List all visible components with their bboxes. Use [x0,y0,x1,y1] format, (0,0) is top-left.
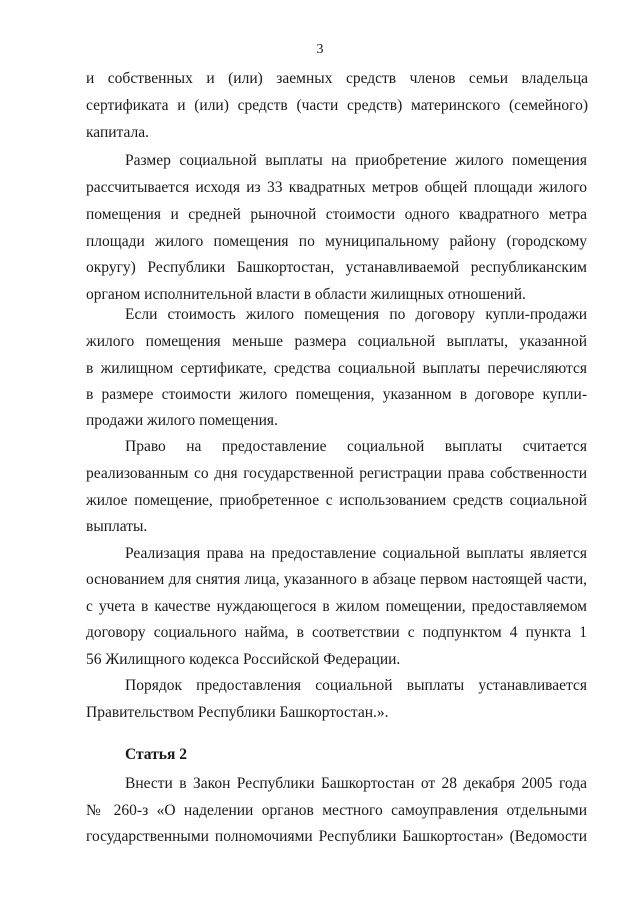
text-line: № 260-з «О наделении органов местного самоуправления отдельными [86,802,587,819]
text-line: сертификата и (или) средств (части средств) материнского (семейного) [86,97,588,114]
text-line: площади жилого помещения по муниципальному району (городскому [86,233,587,250]
text-line: и собственных и (или) заемных средств членов семьи владельца [86,70,588,87]
text-line: Размер социальной выплаты на приобретение жилого помещения [125,152,587,169]
text-line: договору социального найма, в соответствии с подпунктом 4 пункта 1 [86,624,587,641]
text-line: Если стоимость жилого помещения по договору купли-продажи [125,306,587,323]
text-line: жилого помещения меньше размера социальной выплаты, указанной [86,333,587,350]
text-line: государственными полномочиями Республики Башкортостан» (Ведомости [86,828,587,845]
text-line: жилое помещение, приобретенное с использованием средств социальной [86,492,587,509]
text-line: продажи жилого помещения. [86,412,278,429]
text-line: Правительством Республики Башкортостан.». [86,704,389,721]
text-line: 56 Жилищного кодекса Российской Федерации. [86,651,401,668]
text-line: Порядок предоставления социальной выплаты устанавливается [125,677,587,694]
text-line: Внести в Закон Республики Башкортостан от 28 декабря 2005 года [125,775,587,792]
text-line: в размере стоимости жилого помещения, указанном в договоре купли- [86,386,587,403]
text-line: Реализация права на предоставление социальной выплаты является [125,545,587,562]
text-line: с учета в качестве нуждающегося в жилом помещении, предоставляемом [86,598,587,615]
text-line: помещения и средней рыночной стоимости одного квадратного метра [86,206,587,223]
text-line: рассчитывается исходя из 33 квадратных метров общей площади жилого [86,179,587,196]
text-line: выплаты. [86,518,148,535]
text-line: реализованным со дня государственной регистрации права собственности [86,465,587,482]
text-line: в жилищном сертификате, средства социальной выплаты перечисляются [86,360,587,377]
text-line: капитала. [86,124,150,141]
text-line: органом исполнительной власти в области жилищных отношений. [86,286,526,303]
text-line: округу) Республики Башкортостан, устанавливаемой республиканским [86,259,587,276]
text-line: основанием для снятия лица, указанного в абзаце первом настоящей части, [86,571,587,588]
text-line: Право на предоставление социальной выплаты считается [125,438,587,455]
article-heading: Статья 2 [125,746,187,763]
page-number: 3 [316,42,324,57]
